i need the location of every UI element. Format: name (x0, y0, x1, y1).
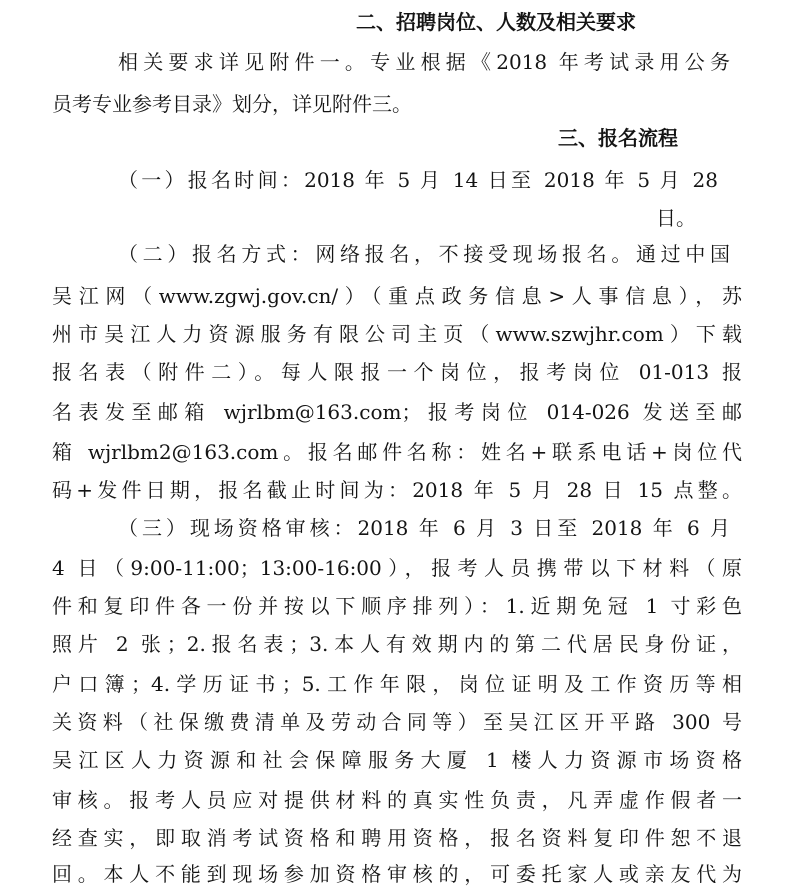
paragraph-line: （一）报名时间：2018 年 5 月 14 日至 2018 年 5 月 28 (118, 168, 718, 192)
paragraph-line: 件和复印件各一份并按以下顺序排列）：1.近期免冠 1 寸彩色 (52, 594, 742, 618)
paragraph-line: 码+发件日期，报名截止时间为：2018 年 5 月 28 日 15 点整。 (52, 478, 742, 502)
paragraph-line: 照片 2 张；2.报名表；3.本人有效期内的第二代居民身份证， (52, 632, 742, 656)
paragraph-line: 日。 (656, 206, 696, 230)
section-heading-positions: 二、招聘岗位、人数及相关要求 (356, 10, 636, 34)
paragraph-line: 4 日（9:00-11:00；13:00-16:00），报考人员携带以下材料（原 (52, 556, 742, 580)
paragraph-line: 关资料（社保缴费清单及劳动合同等）至吴江区开平路 300 号 (52, 710, 742, 734)
paragraph-line: 回。本人不能到现场参加资格审核的，可委托家人或亲友代为 (52, 862, 742, 886)
paragraph-line: 员考专业参考目录》划分，详见附件三。 (52, 92, 412, 116)
paragraph-line: （二）报名方式：网络报名，不接受现场报名。通过中国 (118, 242, 730, 266)
section-heading-process: 三、报名流程 (558, 126, 678, 150)
paragraph-line: 吴江区人力资源和社会保障服务大厦 1 楼人力资源市场资格 (52, 748, 742, 772)
paragraph-line: 名表发至邮箱 wjrlbm@163.com；报考岗位 014-026 发送至邮 (52, 400, 742, 424)
paragraph-line: 吴江网（www.zgwj.gov.cn/）（重点政务信息>人事信息），苏 (52, 284, 742, 308)
paragraph-line: 相关要求详见附件一。专业根据《2018 年考试录用公务 (118, 50, 730, 74)
paragraph-line: 审核。报考人员应对提供材料的真实性负责，凡弄虚作假者一 (52, 788, 742, 812)
paragraph-line: 经查实，即取消考试资格和聘用资格，报名资料复印件恕不退 (52, 826, 742, 850)
paragraph-line: 报名表（附件二）。每人限报一个岗位，报考岗位 01-013 报 (52, 360, 742, 384)
paragraph-line: 户口簿；4.学历证书；5.工作年限，岗位证明及工作资历等相 (52, 672, 742, 696)
paragraph-line: 箱 wjrlbm2@163.com。报名邮件名称：姓名+联系电话+岗位代 (52, 440, 742, 464)
paragraph-line: （三）现场资格审核：2018 年 6 月 3 日至 2018 年 6 月 (118, 516, 730, 540)
paragraph-line: 州市吴江人力资源服务有限公司主页（www.szwjhr.com）下载 (52, 322, 742, 346)
